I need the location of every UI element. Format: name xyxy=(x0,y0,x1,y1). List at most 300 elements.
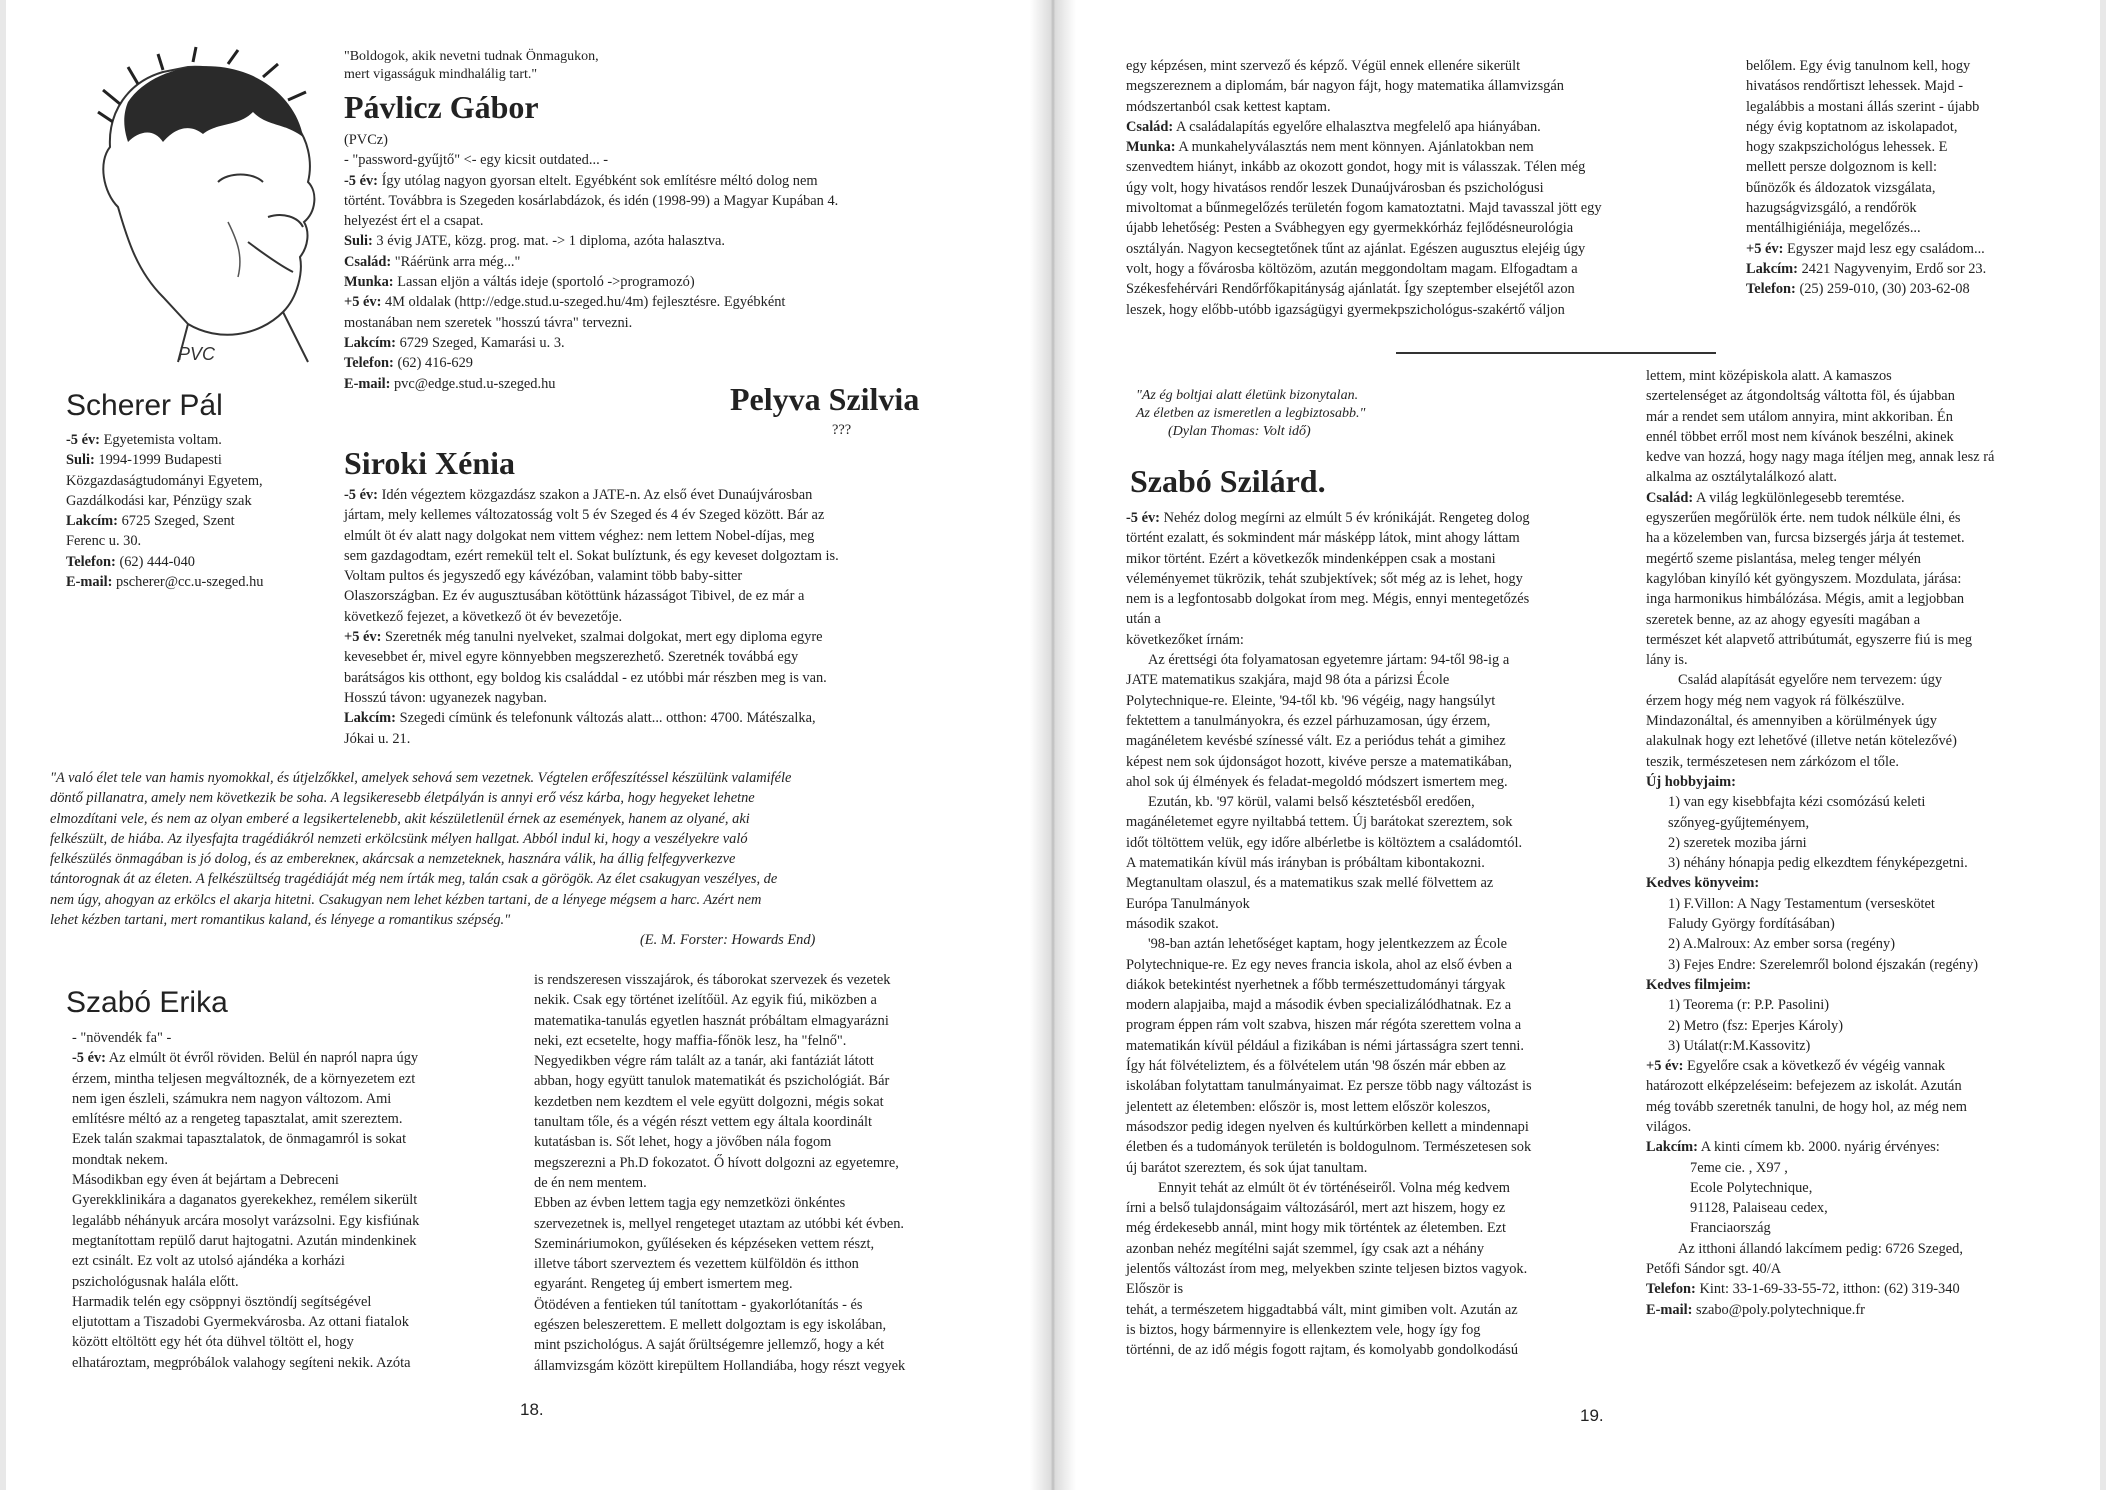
field-value: Székesfehérvári Rendőrfőkapitányság ajánlatát. Így szeptember elsejétől azon xyxy=(1126,281,1575,298)
text-line: kezdetben nem kezdtem el vele együtt dolgozni, mégis sokat xyxy=(534,1093,884,1110)
field-value: jelentős változást írom meg, melyekben szinte teljesen biztos vagyok. xyxy=(1126,1260,1528,1277)
text-line xyxy=(1646,1218,2066,1238)
text-line xyxy=(1126,97,1696,117)
text-line xyxy=(66,552,356,572)
field-value: (25) 259-010, (30) 203-62-08 xyxy=(1795,281,1970,298)
text-line xyxy=(66,491,356,511)
field-value: pscherer@cc.u-szeged.hu xyxy=(112,574,264,591)
field-value: Jókai u. 21. xyxy=(344,730,411,747)
field-value: JATE matematikus szakjára, majd 98 óta a párizsi École xyxy=(1126,672,1450,689)
field-value: hazugságvizsgáló, a rendőrök xyxy=(1746,200,1917,217)
text-line: államvizsgám között kirepültem Hollandiába, hogy részt vegyek xyxy=(534,1357,906,1374)
field-value: hivatásos rendőrtiszt lehessek. Majd - xyxy=(1746,78,1964,95)
field-value: említésre méltó az a rengeteg tapasztalat, amit szereztem. xyxy=(72,1111,403,1128)
field-value: időt töltöttem velük, egy időre albérletbe is költöztem a családomtól. xyxy=(1126,834,1523,851)
erika-col2 xyxy=(534,970,1034,1376)
text-line xyxy=(1746,157,2066,177)
field-value: megtanítottam repülő darut hajtogatni. Azután mindenkinek xyxy=(72,1232,417,1249)
field-value: 3) Fejes Endre: Szerelemről bolond éjszakán (regény) xyxy=(1668,956,1979,973)
field-value: magánéletem kevésbé színessé vált. Ez a periódus tehát a gimihez xyxy=(1126,733,1506,750)
text-line xyxy=(1126,1056,1646,1076)
text-line: megszerezni a Ph.D fokozatot. Ő hívott dolgozni az egyetemre, xyxy=(534,1154,899,1171)
text-line xyxy=(1746,239,2066,259)
text-line xyxy=(72,1150,534,1170)
text-line xyxy=(1646,610,2066,630)
text-line xyxy=(1646,1036,2066,1056)
field-value: között eltöltött egy hét óta dühvel töltött el, hogy xyxy=(72,1334,354,1351)
text-line xyxy=(1126,894,1646,914)
book-gutter xyxy=(1030,0,1076,1490)
text-line xyxy=(1126,508,1646,528)
text-line xyxy=(344,374,1034,394)
text-line xyxy=(1126,691,1646,711)
text-line xyxy=(1126,934,1646,954)
quote-author: (E. M. Forster: Howards End) xyxy=(640,932,816,949)
field-value: másodszor pedig idegen nyelven és kultúrkörben kellett a mindennapi xyxy=(1126,1118,1529,1135)
field-label: +5 év: xyxy=(1746,240,1784,257)
quote-line: Az életben az ismeretlen a legbiztosabb." xyxy=(1136,406,1366,421)
text-line xyxy=(72,1211,534,1231)
field-value: Gazdálkodási kar, Pénzügy szak xyxy=(66,492,252,509)
text-line xyxy=(1126,1076,1646,1096)
text-line xyxy=(72,1272,534,1292)
text-line xyxy=(344,647,1034,667)
field-value: úgy volt, hogy hivatásos rendőr leszek Dunaújvárosban és pszichológusi xyxy=(1126,179,1544,196)
page-number: 18. xyxy=(520,1400,544,1419)
field-label: Telefon: xyxy=(66,553,116,570)
text-line xyxy=(1646,934,2066,954)
text-line xyxy=(1126,1300,1646,1320)
text-line xyxy=(72,1089,534,1109)
field-value: is biztos, hogy bármennyire is ellenkeztem vele, hogy így fog xyxy=(1126,1321,1481,1338)
text-line: illetve tábort szerveztem és vezettem külföldön és itthon xyxy=(534,1256,859,1273)
text-line xyxy=(72,1353,534,1373)
field-value: 2421 Nagyvenyim, Erdő sor 23. xyxy=(1797,260,1987,277)
text-line: elmozdítani vele, és nem az olyan emberé a legsikertelenebb, akit készületlenül érnek az események, hanem az olyané, aki xyxy=(50,810,750,827)
field-value: módszertanból csak kettest kaptam. xyxy=(1126,98,1331,115)
text-line xyxy=(1646,792,2066,812)
text-line xyxy=(1646,407,2066,427)
text-line: Ötödéven a fentieken túl tanítottam - gyakorlótanítás - és xyxy=(534,1296,863,1313)
field-value: elmúlt öt év alatt nagy dolgokat nem vittem véghez: nem lettem Nobel-díjas, meg xyxy=(344,527,815,544)
field-value: alakulnak hogy ezt lehetővé (illetve netán kötelezővé) xyxy=(1646,733,1957,750)
text-line xyxy=(344,353,1034,373)
field-value: legalább néhányuk arcára mosolyt varázsolni. Egy kisfiúnak xyxy=(72,1212,420,1229)
field-value: Az itthoni állandó lakcímem pedig: 6726 Szeged, xyxy=(1678,1240,1963,1257)
text-line xyxy=(1746,137,2066,157)
text-line xyxy=(1126,873,1646,893)
scherer-body xyxy=(66,430,356,592)
pavlicz-name: Pávlicz Gábor xyxy=(344,89,539,125)
field-value: kedve van hozzá, hogy nagy maga ítéljen meg, annak lesz rá xyxy=(1646,449,1995,466)
field-value: mellett persze dolgoznom is kell: xyxy=(1746,159,1938,176)
field-value: Voltam pultos és jegyszedő egy kávézóban, valamint több baby-sitter xyxy=(344,568,743,585)
text-line xyxy=(1126,239,1696,259)
field-value: Először is xyxy=(1126,1281,1184,1298)
field-value: jártam, mely kellemes változatosság volt 5 év Szeged és 4 év Szeged között. Bár az xyxy=(344,507,825,524)
text-line xyxy=(66,430,356,450)
field-value: (62) 416-629 xyxy=(393,355,473,372)
field-value: 2) szeretek moziba járni xyxy=(1668,834,1807,851)
field-value: A családalapítás egyelőre elhalasztva megfelelő apa hiányában. xyxy=(1173,118,1541,135)
text-line xyxy=(1646,366,2066,386)
field-value: Az elmúlt öt évről röviden. Belül én napról napra úgy xyxy=(105,1050,419,1067)
text-line xyxy=(1126,157,1696,177)
text-line xyxy=(344,546,1034,566)
field-value: még tovább szeretnék tanulni, de hogy hol, az még nem xyxy=(1646,1098,1967,1115)
text-line xyxy=(1646,670,2066,690)
field-label: Lakcím: xyxy=(66,513,118,530)
pavlicz-quote xyxy=(344,48,599,84)
field-value: Szegedi címünk és telefonunk változás alatt... otthon: 4700. Mátészalka, xyxy=(395,710,816,727)
text-line xyxy=(1646,1137,2066,1157)
text-line xyxy=(1646,1279,2066,1299)
text-line: nekik. Csak egy történet izelítőül. Az egyik fiú, miközben a xyxy=(534,992,877,1009)
text-line xyxy=(1646,1239,2066,1259)
field-value: megszereznem a diplomám, bár nagyon fájt, hogy matematika államvizsgán xyxy=(1126,78,1564,95)
field-value: már a rendet sem utálom annyira, mint akkoriban. Én xyxy=(1646,408,1953,425)
pelyva-name: Pelyva Szilvia xyxy=(730,381,920,417)
text-line: "A való élet tele van hamis nyomokkal, és útjelzőkkel, amelyek sehová sem vezetnek. Végtelen erőfeszítéssel készülünk valamiféle xyxy=(50,770,792,786)
text-line xyxy=(1646,914,2066,934)
text-line xyxy=(1126,1259,1646,1279)
text-line xyxy=(344,688,1034,708)
text-line xyxy=(1746,198,2066,218)
text-line xyxy=(1126,711,1646,731)
field-value: Olaszországban. Ez év augusztusában kötöttünk házasságot Tibivel, de ez már a xyxy=(344,588,805,605)
field-value: Egyszer majd lesz egy családom... xyxy=(1783,240,1985,257)
text-line xyxy=(344,526,1034,546)
text-line: nem úgy, ahogyan az erkölcs el akarja hitetni. Csakugyan nem lehet kézben tartani, de a lényege mégsem a harc. Azért nem xyxy=(50,891,762,908)
text-line xyxy=(1746,56,2066,76)
field-value: teszik, természetesen nem zárkózom el tőle. xyxy=(1646,753,1899,770)
field-value: 3) néhány hónapja pedig elkezdtem fényképezgetni. xyxy=(1668,855,1968,872)
field-value: Ecole Polytechnique, xyxy=(1690,1179,1813,1196)
field-value: "Ráérünk arra még..." xyxy=(391,253,521,270)
field-value: Polytechnique-re. Eleinte, '94-től kb. '96 végéig, nagy hangsúlyt xyxy=(1126,692,1496,709)
text-line: mint pszichológus. A saját őrültségemre jellemző, hogy a két xyxy=(534,1337,885,1354)
text-line: döntő pillanatra, amely nem következik be soha. A legsikeresebb életpályán is annyi erő vész kárba, hogy hegyeket lehetne xyxy=(50,790,755,807)
field-label: E-mail: xyxy=(1646,1301,1693,1318)
field-label: Család: xyxy=(344,253,392,270)
text-line xyxy=(1126,630,1646,650)
field-value: A világ legkülönlegesebb teremtése. xyxy=(1693,489,1905,506)
caricature-drawing xyxy=(68,42,338,372)
text-line xyxy=(1646,569,2066,589)
field-value: barátságos kis otthont, egy boldog kis családdal - ez utóbbi már részben meg is van. xyxy=(344,669,827,686)
siroki-name: Siroki Xénia xyxy=(344,445,515,481)
field-value: még érdekesebb annál, mint hogy mik történtek az életemben. Ezt xyxy=(1126,1220,1507,1237)
text-line: felkészült, de hiába. Az ilyesfajta tragédiákról nemzeti erkölcsünk mélyen hallgat. Abból indul ki, hogy a veszélyekre való xyxy=(50,830,748,847)
field-value: Idén végeztem közgazdász szakon a JATE-n. Az első évet Dunaújvárosban xyxy=(377,487,813,503)
text-line xyxy=(66,450,356,470)
field-value: 1994-1999 Budapesti xyxy=(94,452,222,469)
field-label: Telefon: xyxy=(1646,1281,1696,1298)
szilard-col2 xyxy=(1646,366,2066,1320)
text-line xyxy=(1646,447,2066,467)
text-line xyxy=(1126,1097,1646,1117)
field-value: 7eme cie. , X97 , xyxy=(1690,1159,1788,1176)
field-value: leszek, hogy előbb-utóbb igazságügyi gyermekpszichológus-szakértő váljon xyxy=(1126,301,1565,318)
field-value: Ezek talán szakmai tapasztalatok, de önmagamról is sokat xyxy=(72,1131,407,1148)
text-line xyxy=(1646,386,2066,406)
field-value: alkalma az osztálytalálkozó alatt. xyxy=(1646,469,1837,486)
text-line: neki, ezt ecsetelte, hogy maffia-főnök lesz, ha "felnő". xyxy=(534,1032,847,1049)
text-line xyxy=(344,607,1034,627)
text-line xyxy=(1126,1320,1646,1340)
field-value: szabo@poly.polytechnique.fr xyxy=(1692,1301,1865,1318)
field-value: 91128, Palaiseau cedex, xyxy=(1690,1200,1828,1217)
field-value: nem is a legfontosabb dolgokat írom meg. Mégis, ennyi mentegetőzés xyxy=(1126,591,1530,608)
nickname: (PVCz) xyxy=(344,132,388,148)
text-line xyxy=(1646,1076,2066,1096)
field-label: Lakcím: xyxy=(1646,1139,1698,1156)
field-value: következő fejezet, a következő öt év bevezetője. xyxy=(344,608,623,625)
text-line: tanultam tőle, és a végén részt vettem egy általa koordinált xyxy=(534,1114,873,1131)
text-line xyxy=(1126,178,1696,198)
text-line xyxy=(72,1129,534,1149)
text-line xyxy=(1646,894,2066,914)
text-line xyxy=(1126,772,1646,792)
field-value: Egyetemista voltam. xyxy=(99,432,222,448)
quote-author: (Dylan Thomas: Volt idő) xyxy=(1168,424,1311,439)
text-line: Szemináriumokon, gyűléseken és képzéseken vettem részt, xyxy=(534,1235,875,1252)
text-line: abban, hogy együtt tanulok matematikát és pszichológiát. Bár xyxy=(534,1073,890,1090)
text-line xyxy=(72,1312,534,1332)
field-value: (62) 444-040 xyxy=(115,553,195,570)
text-line xyxy=(1126,198,1696,218)
text-line xyxy=(1126,792,1646,812)
field-value: matematikán kívül például a fizikában is némi jártasságra szert tenni. xyxy=(1126,1037,1524,1054)
text-line: tántorognak át az életen. A felkészültség tragédiáját még nem írták meg, talán csak a görögök. Az élet csakugyan veszélyes, de xyxy=(50,871,778,888)
field-value: határozott elképzeléseim: befejezem az iskolát. Azután xyxy=(1646,1078,1962,1095)
field-value: diákok betekintést nyerhetnek a főbb természettudományi tárgyak xyxy=(1126,976,1506,993)
caricature-portrait xyxy=(68,42,338,372)
text-line xyxy=(1126,914,1646,934)
text-line xyxy=(1126,670,1646,690)
signature: PVC xyxy=(178,344,216,364)
pavlicz-body xyxy=(344,130,1034,394)
field-value: Kint: 33-1-69-33-55-72, itthon: (62) 319-340 xyxy=(1695,1281,1960,1298)
field-value: Szeretnék még tanulni nyelveket, szalmai dolgokat, mert egy diploma egyre xyxy=(381,629,823,646)
szilard-name: Szabó Szilárd. xyxy=(1130,463,1326,499)
field-value: Másodikban egy éven át bejártam a Debreceni xyxy=(72,1172,339,1189)
text-line xyxy=(1646,833,2066,853)
text-line xyxy=(1126,1218,1646,1238)
field-value: megértő szeme pislantása, meleg tenger mélyén xyxy=(1646,550,1921,567)
field-value: Ezután, kb. '97 körül, valami belső késztetésből eredően, xyxy=(1148,794,1475,811)
text-line xyxy=(72,1069,534,1089)
field-label: -5 év: xyxy=(344,172,378,189)
text-line xyxy=(66,511,356,531)
text-line xyxy=(1646,752,2066,772)
field-value: Faludy György fordításában) xyxy=(1668,916,1835,933)
field-value: Hosszú távon: ugyanezek nagyban. xyxy=(344,689,548,706)
text-line xyxy=(1126,300,1696,320)
text-line xyxy=(1646,1198,2066,1218)
text-line xyxy=(72,1170,534,1190)
field-value: új barátot szereztem, és sok újat tanultam. xyxy=(1126,1159,1368,1176)
text-line xyxy=(344,272,1034,292)
field-value: Közgazdaságtudományi Egyetem, xyxy=(66,472,263,489)
text-line xyxy=(1646,955,2066,975)
text-line xyxy=(1126,76,1696,96)
field-label: +5 év: xyxy=(344,294,382,311)
erika-col1 xyxy=(72,1028,534,1373)
field-value: természet két alapvető attribútumát, egyszerre fiú is meg xyxy=(1646,631,1973,648)
field-value: Ennyit tehát az elmúlt öt év történéseiről. Volna még kedvem xyxy=(1158,1179,1510,1196)
text-line xyxy=(1126,1239,1646,1259)
text-line xyxy=(1646,691,2066,711)
field-value: életben és a tudományok területén is boldogulnom. Természetesen sok xyxy=(1126,1139,1532,1156)
field-value: mostanában nem szeretek "hosszú távra" tervezni. xyxy=(344,314,633,331)
text-line xyxy=(1126,975,1646,995)
page-number: 19. xyxy=(1580,1406,1604,1425)
field-value: Petőfi Sándor sgt. 40/A xyxy=(1646,1261,1782,1278)
field-label: Lakcím: xyxy=(1746,260,1798,277)
text-line xyxy=(1126,1340,1646,1360)
text-line xyxy=(1126,549,1646,569)
field-value: Lassan eljön a váltás ideje (sportoló ->programozó) xyxy=(393,274,695,291)
field-value: szenvedtem hiányt, inkább az okozott gondot, hogy mit is válasszak. Télen még xyxy=(1126,159,1586,176)
field-label: Lakcím: xyxy=(344,334,396,351)
text-line xyxy=(1646,731,2066,751)
text-line xyxy=(72,1251,534,1271)
text-line xyxy=(1646,873,2066,893)
text-line xyxy=(1746,279,2066,299)
field-value: Gyerekklinikára a daganatos gyerekekhez, remélem sikerült xyxy=(72,1192,418,1209)
text-line xyxy=(72,1048,534,1068)
field-value: 4M oldalak (http://edge.stud.u-szeged.hu/4m) fejlesztésre. Egyébként xyxy=(381,294,786,311)
text-line xyxy=(344,171,1034,191)
field-value: Az érettségi óta folyamatosan egyetemre jártam: 94-től 98-ig a xyxy=(1148,652,1510,669)
text-line xyxy=(1646,1178,2066,1198)
field-value: jelentett az életemben: először is, most lettem először koleszos, xyxy=(1126,1098,1491,1115)
field-value: Mindazonáltal, és amennyiben a körülmények úgy xyxy=(1646,713,1937,730)
text-line xyxy=(344,708,1034,728)
text-line xyxy=(1126,569,1646,589)
text-line xyxy=(1126,589,1646,609)
text-line xyxy=(1746,178,2066,198)
text-line xyxy=(1646,1056,2066,1076)
text-line xyxy=(1126,279,1696,299)
pelyva-sub: ??? xyxy=(832,422,852,438)
text-line xyxy=(1126,1279,1646,1299)
text-line xyxy=(1126,609,1646,629)
quote-line: mert vigasságuk mindhalálig tart." xyxy=(344,67,538,82)
field-value: program éppen rám volt szabva, hiszen már régóta szerettem volna a xyxy=(1126,1017,1522,1034)
text-line xyxy=(1746,259,2066,279)
text-line xyxy=(1126,218,1696,238)
text-line xyxy=(344,231,1034,251)
text-line xyxy=(1746,76,2066,96)
text-line xyxy=(1126,995,1646,1015)
field-label: E-mail: xyxy=(66,574,113,591)
field-value: négy évig koptatnom az iskolapadot, xyxy=(1746,118,1958,135)
field-value: újabb lehetőség: Pesten a Svábhegyen egy gyermekkórház fejlődésneurológia xyxy=(1126,220,1574,237)
field-value: A munkahelyválasztás nem ment könnyen. Ajánlatokban nem xyxy=(1175,139,1534,156)
field-value: 2) Metro (fsz: Eperjes Károly) xyxy=(1668,1017,1844,1034)
text-line xyxy=(1646,650,2066,670)
field-label: Munka: xyxy=(344,274,394,291)
field-label: Telefon: xyxy=(1746,281,1796,298)
text-line xyxy=(344,313,1034,333)
field-value: nem igen észleli, számukra nem nagyon változom. Ami xyxy=(72,1090,392,1107)
field-value: kagylóban kinyíló két gyöngyszem. Mozdulata, járása: xyxy=(1646,570,1962,587)
text-line xyxy=(344,211,1034,231)
field-value: 1) van egy kisebbfajta kézi csomózású keleti xyxy=(1668,794,1926,811)
field-label: -5 év: xyxy=(72,1050,106,1067)
field-value: mondtak nekem. xyxy=(72,1151,168,1168)
text-line xyxy=(72,1190,534,1210)
text-line xyxy=(72,1231,534,1251)
field-value: egy képzésen, mint szervező és képző. Végül ennek ellenére sikerült xyxy=(1126,58,1521,74)
szilard-col1 xyxy=(1126,508,1646,1360)
nickname: - "növendék fa" - xyxy=(72,1030,172,1046)
field-value: képest nem sok újdonságot hozott, kivéve persze a matematikában, xyxy=(1126,753,1513,770)
scherer-name: Scherer Pál xyxy=(66,389,223,422)
field-value: Európa Tanulmányok xyxy=(1126,895,1250,912)
text-line xyxy=(1746,97,2066,117)
text-line xyxy=(72,1332,534,1352)
text-line xyxy=(1746,218,2066,238)
field-label: Lakcím: xyxy=(344,710,396,727)
field-label: Suli: xyxy=(66,452,95,469)
field-value: után a xyxy=(1126,611,1161,628)
text-line: kutatásban is. Sőt lehet, hogy a jövőben nála fogom xyxy=(534,1134,832,1151)
field-value: tehát, a természetem higgadtabbá vált, mint gimiben volt. Azután az xyxy=(1126,1301,1518,1318)
field-label: -5 év: xyxy=(66,432,100,448)
erika-continued xyxy=(1126,56,1696,320)
text-line xyxy=(344,485,1034,505)
text-line: egészen beleszerettem. E mellett dolgoztam is egy iskolában, xyxy=(534,1317,887,1334)
field-label: Család: xyxy=(1646,489,1694,506)
text-line xyxy=(1646,1300,2066,1320)
text-line xyxy=(1646,1016,2066,1036)
field-value: - "password-gyűjtő" <- egy kicsit outdated... - xyxy=(344,152,609,169)
field-value: 1) Teorema (r: P.P. Pasolini) xyxy=(1668,997,1830,1014)
field-value: történt ezalatt, és sokmindent már másképp látok, mint ahogy láttam xyxy=(1126,530,1520,547)
text-line xyxy=(1646,508,2066,528)
text-line xyxy=(344,566,1034,586)
field-value: ezt csinált. Ez volt az utolsó ajándéka a korházi xyxy=(72,1253,345,1270)
text-line xyxy=(1126,853,1646,873)
text-line xyxy=(1646,528,2066,548)
text-line xyxy=(72,1109,534,1129)
field-value: Család alapítását egyelőre nem tervezem: úgy xyxy=(1678,672,1943,689)
field-value: szeretek benne, az az ahogy egyesíti magában a xyxy=(1646,611,1921,628)
field-value: világos. xyxy=(1646,1118,1692,1135)
field-value: Polytechnique-re. Ez egy neves francia iskola, ahol az első évben a xyxy=(1126,956,1512,973)
field-label: +5 év: xyxy=(344,629,382,646)
erika-name: Szabó Erika xyxy=(66,986,228,1019)
field-value: írni a belső tulajdonságaim változásáról, mert azt hiszem, hogy ez xyxy=(1126,1200,1506,1217)
text-line xyxy=(344,505,1034,525)
text-line xyxy=(1126,56,1696,76)
field-value: '98-ban aztán lehetőséget kaptam, hogy jelentkezzem az École xyxy=(1148,936,1507,953)
section-divider xyxy=(1396,352,1716,354)
text-line: egyaránt. Rengeteg új embert ismertem meg. xyxy=(534,1276,793,1293)
field-value: pvc@edge.stud.u-szeged.hu xyxy=(390,375,556,392)
field-label: Telefon: xyxy=(344,355,394,372)
text-line xyxy=(1126,1117,1646,1137)
text-line: felkészülés önmagában is jó dolog, és az emberekneк, akárcsak a nemzeteknek, hasznára válik, ha állig felfegyverkezve xyxy=(50,851,736,868)
text-line xyxy=(1646,1259,2066,1279)
field-label: -5 év: xyxy=(344,487,378,503)
field-value: Harmadik telén egy csöppnyi ösztöndíj segítségével xyxy=(72,1293,372,1310)
text-line xyxy=(1646,549,2066,569)
siroki-body xyxy=(344,485,1034,749)
